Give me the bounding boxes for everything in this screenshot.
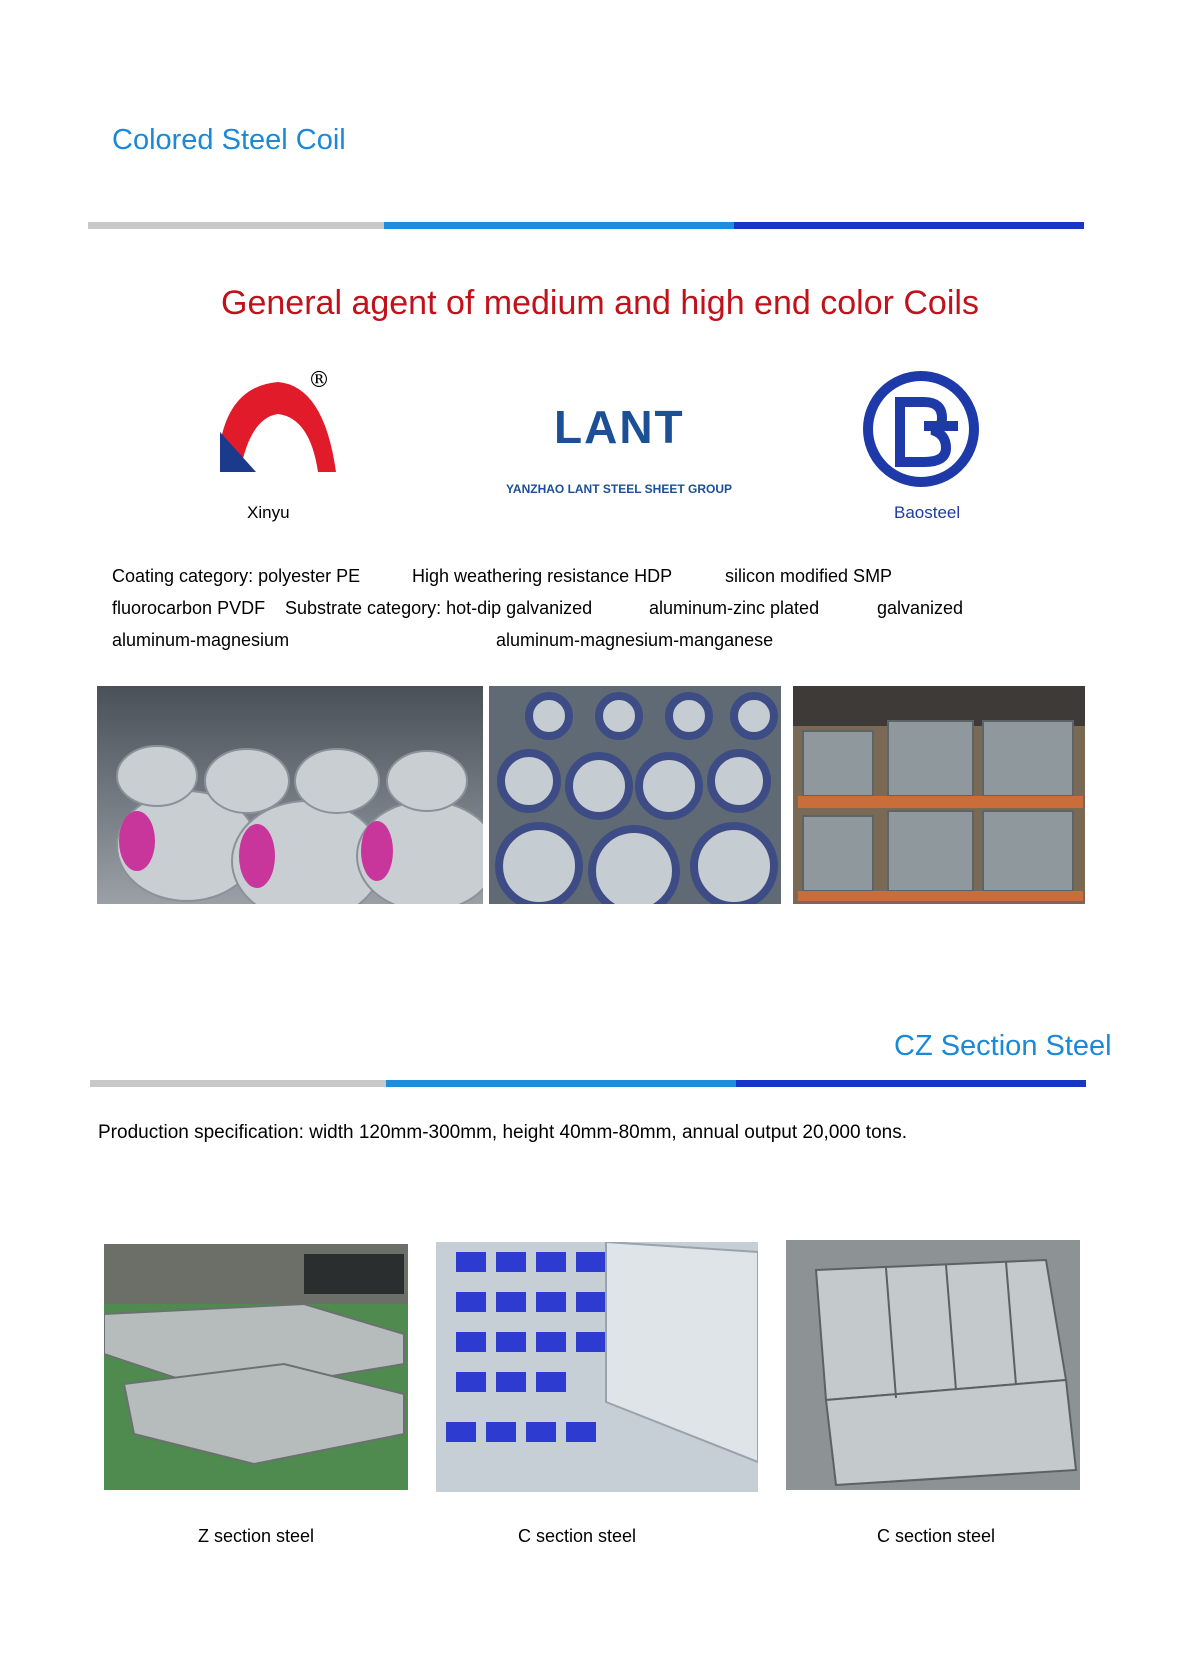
c-section-steel-stack-photo-icon	[786, 1240, 1080, 1490]
section-divider-top	[88, 222, 1084, 229]
spec-line-3	[112, 630, 1112, 651]
registered-mark: ®	[308, 368, 330, 393]
coil-stacks-photo-icon	[793, 686, 1085, 904]
spec-item: silicon modified SMP	[725, 566, 893, 586]
spec-item: Coating category: polyester PE	[112, 566, 361, 586]
brand-logo-baosteel	[862, 370, 980, 488]
coil-warehouse-photo-icon	[97, 686, 483, 904]
coil-photo-2	[489, 686, 781, 904]
product-caption-c-section-1: C section steel	[517, 1526, 637, 1546]
section-divider-bottom	[90, 1080, 1086, 1087]
headline: General agent of medium and high end color Coils	[221, 284, 979, 322]
product-photo-z-section	[104, 1244, 408, 1490]
product-photo-c-section-stack	[786, 1240, 1080, 1490]
brand-caption-baosteel: Baosteel	[894, 503, 961, 522]
coil-photo-3	[793, 686, 1085, 904]
spec-item: aluminum-magnesium-manganese	[496, 630, 774, 650]
product-photo-c-section-blue	[436, 1242, 758, 1492]
spec-item: aluminum-zinc plated	[649, 598, 820, 618]
spec-line-1	[112, 566, 1112, 587]
spec-line-2	[112, 598, 1112, 619]
c-section-blue-steel-photo-icon	[436, 1242, 758, 1492]
baosteel-circle-logo-icon	[862, 370, 980, 488]
spec-item: aluminum-magnesium	[112, 630, 290, 650]
brand-logo-lant	[496, 400, 733, 500]
z-section-steel-photo-icon	[104, 1244, 408, 1490]
section-title-colored-steel-coil: Colored Steel Coil	[112, 124, 346, 156]
section-title-cz-section-steel: CZ Section Steel	[894, 1030, 1112, 1062]
spec-item: fluorocarbon PVDF	[112, 598, 266, 618]
brand-caption-xinyu: Xinyu	[247, 503, 290, 522]
spec-item: High weathering resistance HDP	[412, 566, 673, 586]
brand-logo-xinyu	[216, 368, 340, 478]
product-caption-c-section-2: C section steel	[876, 1526, 996, 1546]
coil-rows-photo-icon	[489, 686, 781, 904]
spec-item: Substrate category: hot-dip galvanized	[285, 598, 593, 618]
coil-photo-1	[97, 686, 483, 904]
lant-wordmark-logo-icon: LANT	[554, 401, 685, 453]
spec-item: galvanized	[877, 598, 964, 618]
product-caption-z-section: Z section steel	[197, 1526, 315, 1546]
cz-spec-text: Production specification: width 120mm-300mm, height 40mm-80mm, annual output 20,000 tons.	[98, 1122, 907, 1143]
lant-group-name: YANZHAO LANT STEEL SHEET GROUP	[506, 482, 733, 496]
